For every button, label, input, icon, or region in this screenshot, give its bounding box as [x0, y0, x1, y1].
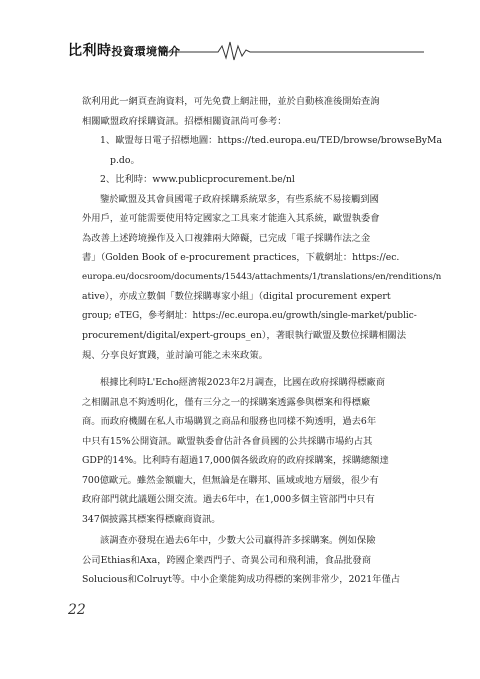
paragraph-line: 700億歐元。雖然金額龐大，但無論是在聯邦、區域或地方層級，很少有: [82, 474, 379, 486]
paragraph-line: 規、分享良好實踐，並討論可能之未來政策。: [82, 349, 268, 361]
paragraph-line: 商。而政府機關在私人市場購買之商品和服務也同樣不夠透明，過去6年: [82, 416, 377, 427]
paragraph-line: Solucious和Colruyt等。中小企業能夠成功得標的案例非常少，2021年僅占: [82, 574, 401, 585]
paragraph-line: 該調查亦發現在過去6年中，少數大公司贏得許多採購案。例如保險: [100, 535, 376, 546]
page-number: 22: [68, 602, 86, 618]
paragraph-line: 為改善上述跨境操作及入口複雜兩大障礙，已完成「電子採購作法之金: [82, 232, 371, 244]
paragraph-line: 鑒於歐盟及其會員國電子政府採購系統眾多，有些系統不易接觸到國: [100, 193, 379, 205]
header-title: [68, 40, 181, 60]
paragraph-line: 政府部門就此議題公開交流。過去6年中，在1,000多個主管部門中只有: [82, 494, 375, 505]
text-line: 欲利用此一網頁查詢資料，可先免費上網註冊，並於自動核准後開始查詢: [82, 96, 380, 107]
list-item-2: 2、比利時：www.publicprocurement.be/nl: [100, 174, 295, 185]
paragraph-line: 書」（Golden Book of e-procurement practices，下載網址：https://ec.: [82, 252, 400, 263]
paragraph-line: 外用戶，並可能需要使用特定國家之工具來才能進入其系統，歐盟執委會: [82, 213, 380, 224]
running-header: [68, 38, 424, 62]
list-item-1-cont: p.do。: [110, 154, 140, 166]
text-line: 相關歐盟政府採購資訊。招標相關資訊尚可參考：: [82, 115, 287, 127]
paragraph-line: GDP的14%。比利時有超過17,000個各級政府的政府採購案，採購總額達: [82, 455, 389, 466]
paragraph-line: 根據比利時L'Echo經濟報2023年2月調查，比國在政府採購得標廠商: [100, 377, 386, 388]
paragraph-line: 之相關訊息不夠透明化，僅有三分之一的採購案透露參與標案和得標廠: [82, 396, 371, 408]
paragraph-line: ative），亦成立數個「數位採購專家小組」（digital procurement expert: [82, 291, 391, 302]
header-title-main: 比利時: [68, 43, 112, 59]
header-title-sub: 投資環境簡介: [111, 45, 181, 58]
paragraph-line: 中只有15%公開資訊。歐盟執委會估計各會員國的公共採購市場約占其: [82, 435, 373, 447]
paragraph-line: 347個披露其標案得標廠商資訊。: [82, 513, 221, 525]
paragraph-line: group; eTEG，參考網址：https://ec.europa.eu/growth/single-market/public-: [82, 310, 417, 321]
paragraph-line: procurement/digital/expert-groups_en），著眼執行歐盟及數位採購相關法: [82, 330, 407, 341]
paragraph-line: europa.eu/docsroom/documents/15443/attachments/1/translations/en/renditions/n: [82, 271, 442, 282]
body-text: [82, 92, 443, 590]
paragraph-line: 公司Ethias和Axa，跨國企業西門子、奇異公司和飛利浦，食品批發商: [82, 554, 372, 566]
list-item-1: 1、歐盟每日電子招標地圖：https://ted.europa.eu/TED/browse/browseByMa: [100, 135, 443, 146]
paragraph-gap: [82, 365, 406, 373]
